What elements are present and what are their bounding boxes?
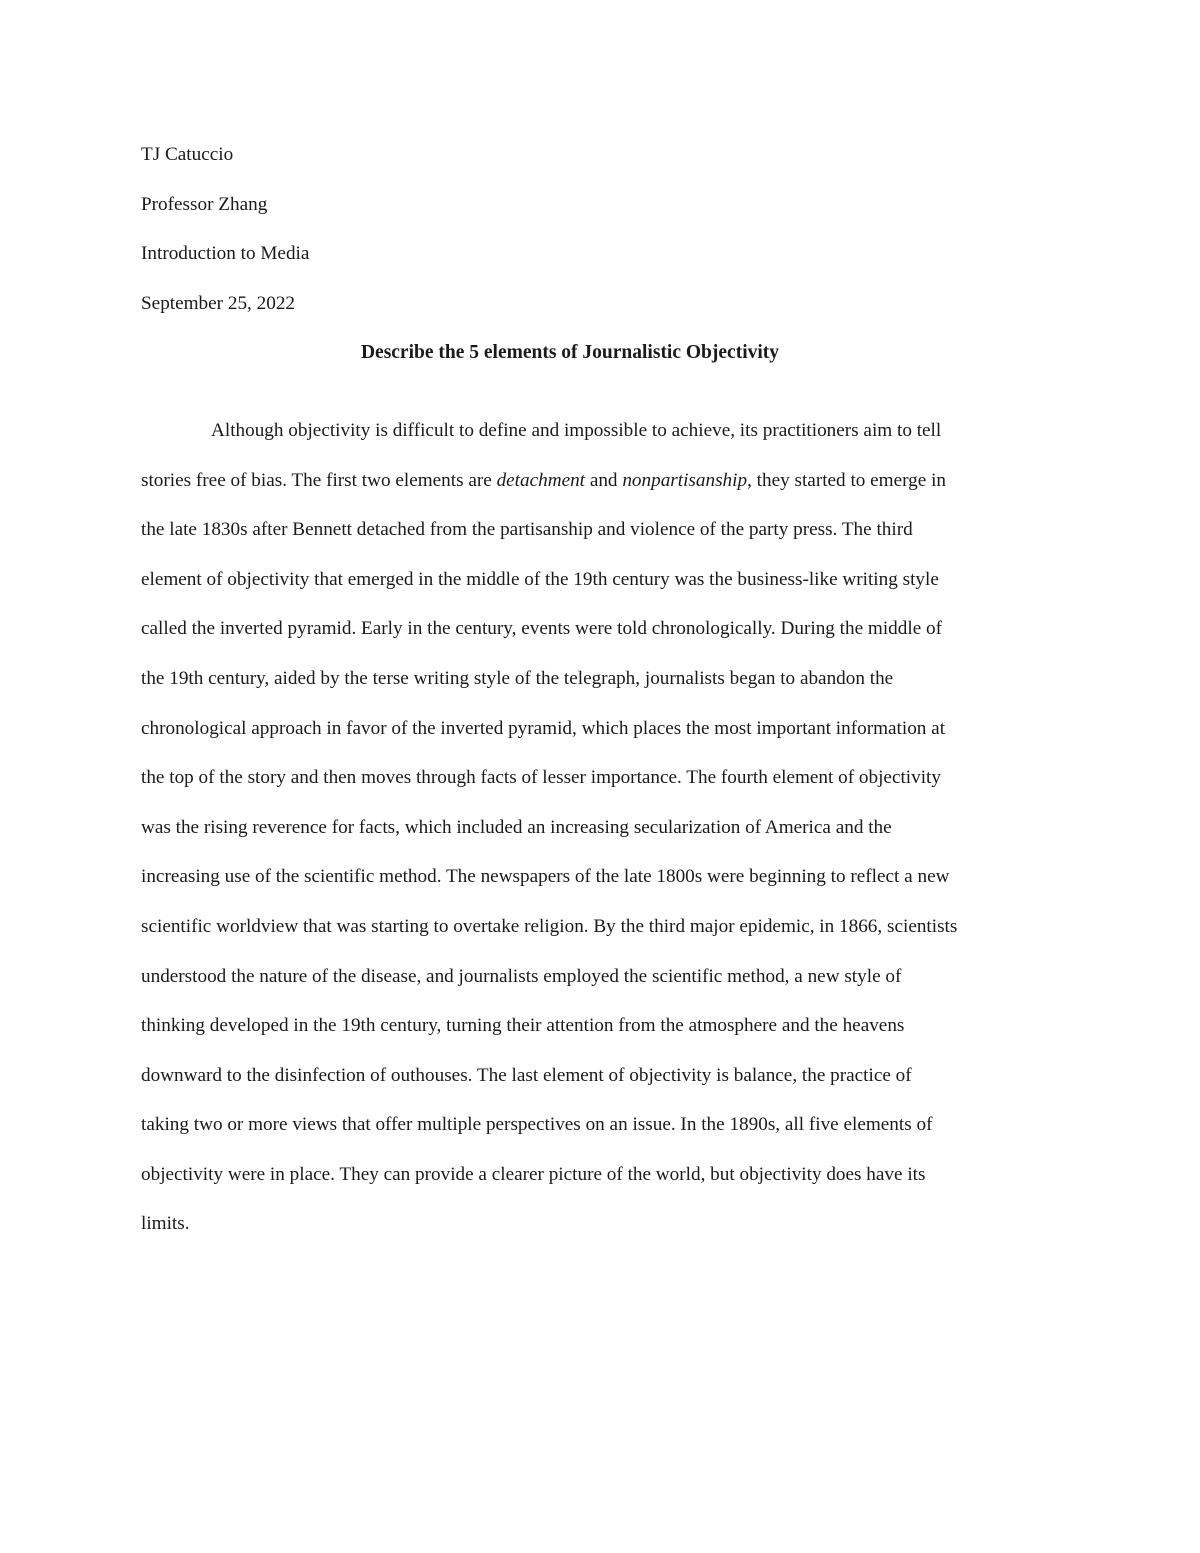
- body-line-text: limits.: [141, 1213, 190, 1235]
- body-line: [141, 1150, 1061, 1200]
- body-line-text: element of objectivity that emerged in the middle of the 19th century was the business-like writing style: [141, 568, 939, 590]
- document-content: [141, 130, 1061, 1249]
- course-name: Introduction to Media: [141, 243, 310, 265]
- document-date: September 25, 2022: [141, 292, 296, 314]
- body-line-text: downward to the disinfection of outhouses. The last element of objectivity is balance, the practice of: [141, 1064, 912, 1086]
- body-line-text: chronological approach in favor of the inverted pyramid, which places the most important information at: [141, 717, 946, 739]
- body-line-text: scientific worldview that was starting to overtake religion. By the third major epidemic, in 1866, scientists: [141, 915, 958, 937]
- body-line: [141, 902, 1061, 952]
- body-line-text: the top of the story and then moves through facts of lesser importance. The fourth element of objectivity: [141, 767, 941, 789]
- body-line: [141, 456, 1061, 506]
- body-line: [141, 753, 1061, 803]
- body-line-text: objectivity were in place. They can provide a clearer picture of the world, but objectivity does have its: [141, 1163, 926, 1185]
- body-line-text: and: [585, 469, 623, 491]
- document-title: Describe the 5 elements of Journalistic Objectivity: [360, 342, 780, 364]
- body-line-text: understood the nature of the disease, and journalists employed the scientific method, a new style of: [141, 965, 902, 987]
- body-line: [141, 406, 1061, 456]
- body-line-text: Although objectivity is difficult to define and impossible to achieve, its practitioners aim to tell: [211, 419, 942, 441]
- body-line: [141, 654, 1061, 704]
- body-line-text: stories free of bias. The first two elements are: [141, 469, 497, 491]
- body-line-text: called the inverted pyramid. Early in the century, events were told chronologically. During the middle of: [141, 618, 942, 640]
- body-line: [141, 1100, 1061, 1150]
- body-line-text: taking two or more views that offer multiple perspectives on an issue. In the 1890s, all five elements of: [141, 1114, 933, 1136]
- body-line-text: increasing use of the scientific method. The newspapers of the late 1800s were beginning to reflect a new: [141, 866, 950, 888]
- body-line: [141, 505, 1061, 555]
- body-line-text: thinking developed in the 19th century, turning their attention from the atmosphere and the heavens: [141, 1015, 905, 1037]
- body-line: [141, 1051, 1061, 1101]
- body-line: [141, 555, 1061, 605]
- body-line-text: the late 1830s after Bennett detached from the partisanship and violence of the party press. The third: [141, 519, 913, 541]
- italic-term-nonpartisanship: nonpartisanship: [622, 469, 748, 491]
- author-name: TJ Catuccio: [141, 144, 234, 165]
- italic-term-detachment: detachment: [496, 469, 586, 491]
- body-line: [141, 803, 1061, 853]
- body-line: [141, 604, 1061, 654]
- body-line: [141, 1001, 1061, 1051]
- body-paragraph: [141, 406, 1061, 1249]
- body-line-text: the 19th century, aided by the terse writing style of the telegraph, journalists began to abandon the: [141, 667, 894, 689]
- body-line: [141, 852, 1061, 902]
- body-line: [141, 1199, 1061, 1249]
- body-line-text: was the rising reverence for facts, which included an increasing secularization of America and the: [141, 816, 892, 838]
- body-line: [141, 704, 1061, 754]
- body-line: [141, 952, 1061, 1002]
- body-line-text: , they started to emerge in: [747, 469, 946, 491]
- professor-name: Professor Zhang: [141, 193, 268, 215]
